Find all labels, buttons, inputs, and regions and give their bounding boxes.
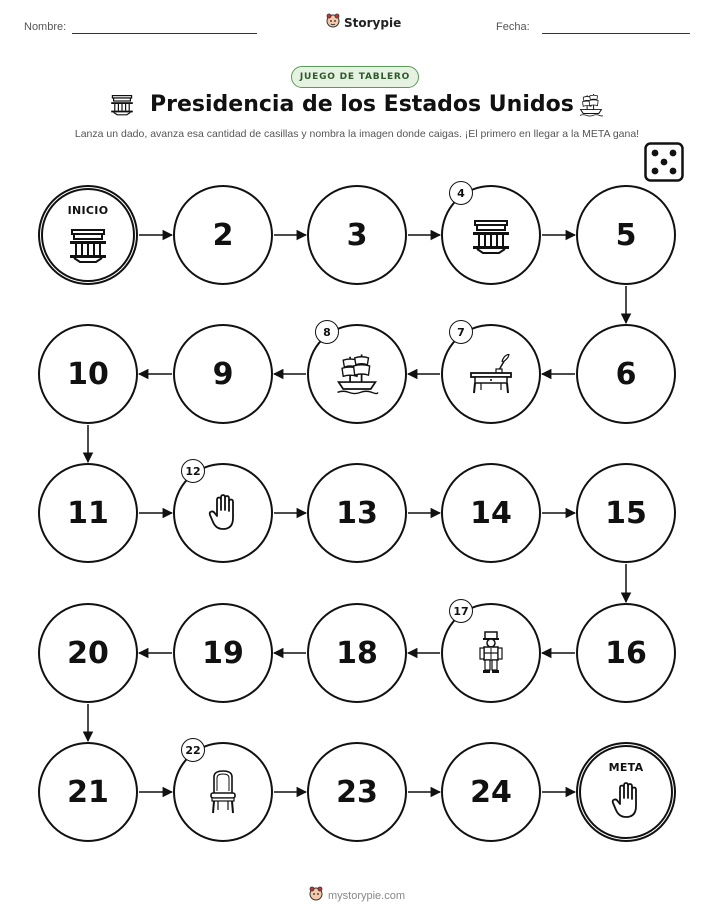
space-label: META [608,761,644,774]
space-number: 14 [470,495,512,531]
space-number-badge: 22 [181,738,205,762]
space-number: 20 [67,635,109,671]
space-number: 13 [336,495,378,531]
date-label: Fecha: [496,21,530,33]
space-9 [173,324,273,424]
chair-icon [207,769,239,815]
space-number: 19 [202,635,244,671]
footer [309,886,405,906]
space-number: 6 [615,356,637,392]
space-number: 21 [67,774,109,810]
space-18 [307,603,407,703]
writing-desk-icon [469,354,513,394]
space-5 [576,185,676,285]
space-number: 10 [67,356,109,392]
space-23 [307,742,407,842]
space-7 [441,324,541,424]
instructions: Lanza un dado, avanza esa cantidad de casillas y nombra la imagen donde caigas. ¡El primero en llegar a la META gana! [74,128,640,140]
balcony-icon [471,215,511,255]
space-number: 9 [212,356,234,392]
space-number-badge: 8 [315,320,339,344]
name-label: Nombre: [24,21,67,33]
game-type-badge: JUEGO DE TABLERO [291,66,419,88]
balcony-icon [68,224,108,264]
page-title: Presidencia de los Estados Unidos [150,92,574,117]
space-number: 3 [346,217,368,253]
space-inicio [38,185,138,285]
space-3 [307,185,407,285]
space-10 [38,324,138,424]
space-24 [441,742,541,842]
space-number-badge: 4 [449,181,473,205]
space-meta [576,742,676,842]
space-8 [307,324,407,424]
space-11 [38,463,138,563]
space-number-badge: 17 [449,599,473,623]
brand-name: Storypie [344,16,402,30]
raised-hand-icon [208,494,238,532]
storypie-mascot-icon [309,886,323,906]
space-number: 5 [615,217,637,253]
space-17 [441,603,541,703]
space-15 [576,463,676,563]
space-number: 15 [605,495,647,531]
space-number-badge: 12 [181,459,205,483]
sailing-ship-icon [333,351,381,397]
space-22 [173,742,273,842]
space-4 [441,185,541,285]
space-number: 11 [67,495,109,531]
space-number-badge: 7 [449,320,473,344]
space-label: INICIO [67,204,109,217]
space-14 [441,463,541,563]
space-number: 16 [605,635,647,671]
space-6 [576,324,676,424]
space-number: 2 [212,217,234,253]
footer-url[interactable]: mystorypie.com [328,890,406,902]
space-20 [38,603,138,703]
space-21 [38,742,138,842]
space-number: 24 [470,774,512,810]
soldier-icon [476,631,506,675]
space-number: 23 [336,774,378,810]
space-16 [576,603,676,703]
space-13 [307,463,407,563]
space-19 [173,603,273,703]
space-12 [173,463,273,563]
space-2 [173,185,273,285]
raised-hand-icon [611,782,641,820]
space-number: 18 [336,635,378,671]
